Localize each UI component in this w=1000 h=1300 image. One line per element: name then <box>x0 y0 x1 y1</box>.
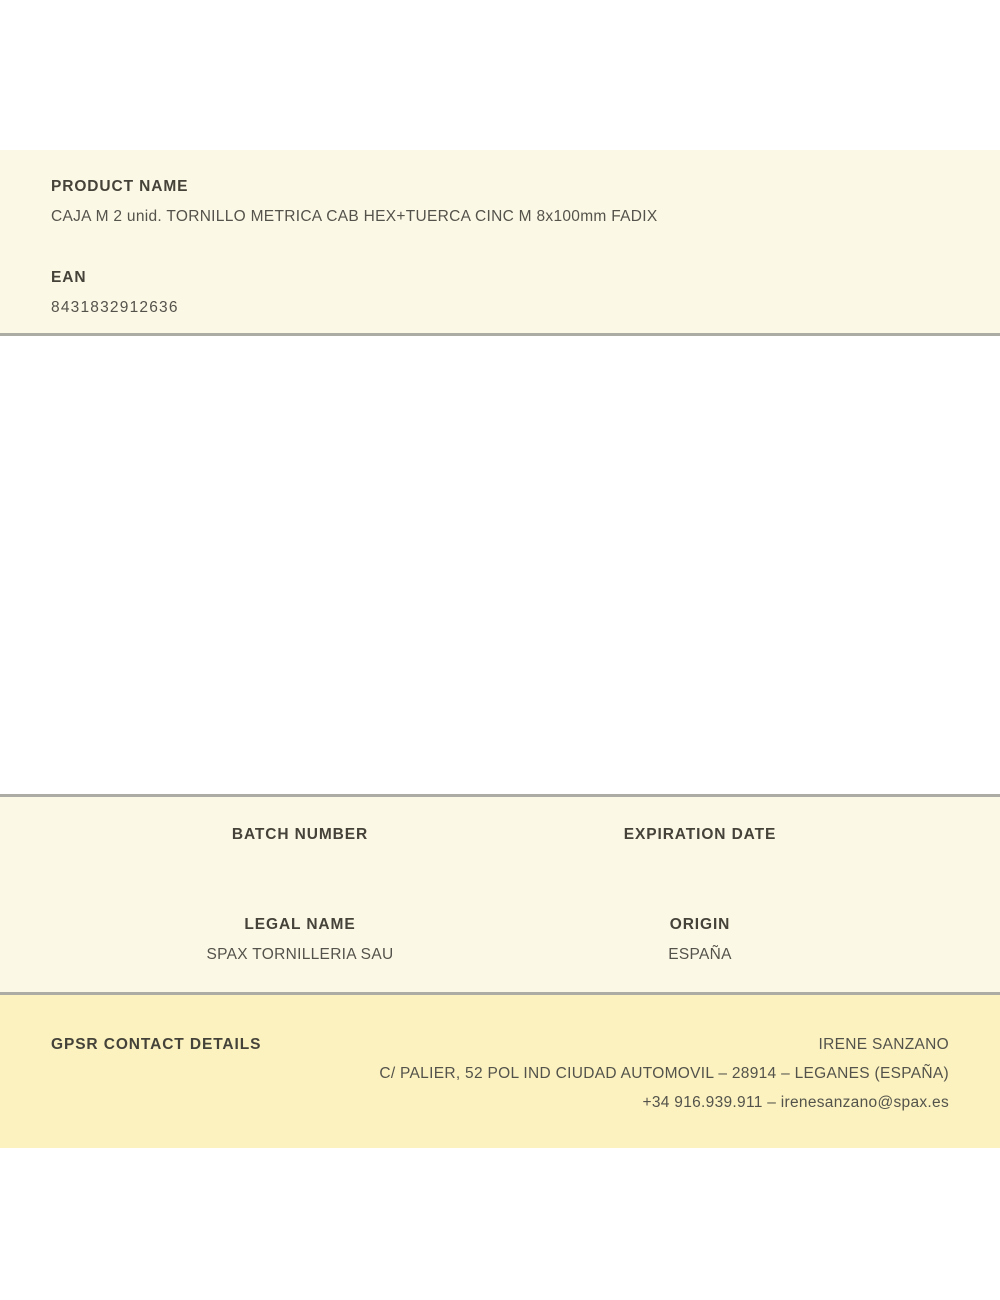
expiration-date-value <box>500 845 900 915</box>
trace-labels-row <box>100 825 900 845</box>
batch-number-value <box>100 845 500 915</box>
gpsr-contact-phone-email: +34 916.939.911 – irenesanzano@spax.es <box>642 1094 949 1111</box>
product-name-field <box>51 177 949 227</box>
trace-values-row <box>100 845 900 915</box>
gpsr-contact-name: IRENE SANZANO <box>818 1036 949 1053</box>
origin-label: ORIGIN <box>669 916 731 933</box>
gpsr-contact-inner <box>51 1035 949 1122</box>
ean-field <box>51 268 949 318</box>
product-info-section <box>0 150 1000 336</box>
gpsr-contact-details-label: GPSR CONTACT DETAILS <box>51 1036 262 1053</box>
ean-value: 8431832912636 <box>51 299 179 316</box>
gpsr-contact-section <box>0 992 1000 1148</box>
legal-origin-values-row <box>100 945 900 965</box>
expiration-date-label: EXPIRATION DATE <box>623 826 777 843</box>
traceability-section <box>0 794 1000 992</box>
legal-name-label: LEGAL NAME <box>244 916 356 933</box>
origin-value: ESPAÑA <box>668 946 732 963</box>
gpsr-contact-address: C/ PALIER, 52 POL IND CIUDAD AUTOMOVIL – 28914 – LEGANES (ESPAÑA) <box>379 1065 949 1082</box>
product-name-value: CAJA M 2 unid. TORNILLO METRICA CAB HEX+TUERCA CINC M 8x100mm FADIX <box>51 208 658 225</box>
legal-origin-labels-row <box>100 915 900 935</box>
batch-number-label: BATCH NUMBER <box>231 826 369 843</box>
product-name-label: PRODUCT NAME <box>51 178 189 195</box>
legal-name-value: SPAX TORNILLERIA SAU <box>206 946 394 963</box>
gpsr-contact-block <box>379 1035 949 1122</box>
ean-label: EAN <box>51 269 87 286</box>
